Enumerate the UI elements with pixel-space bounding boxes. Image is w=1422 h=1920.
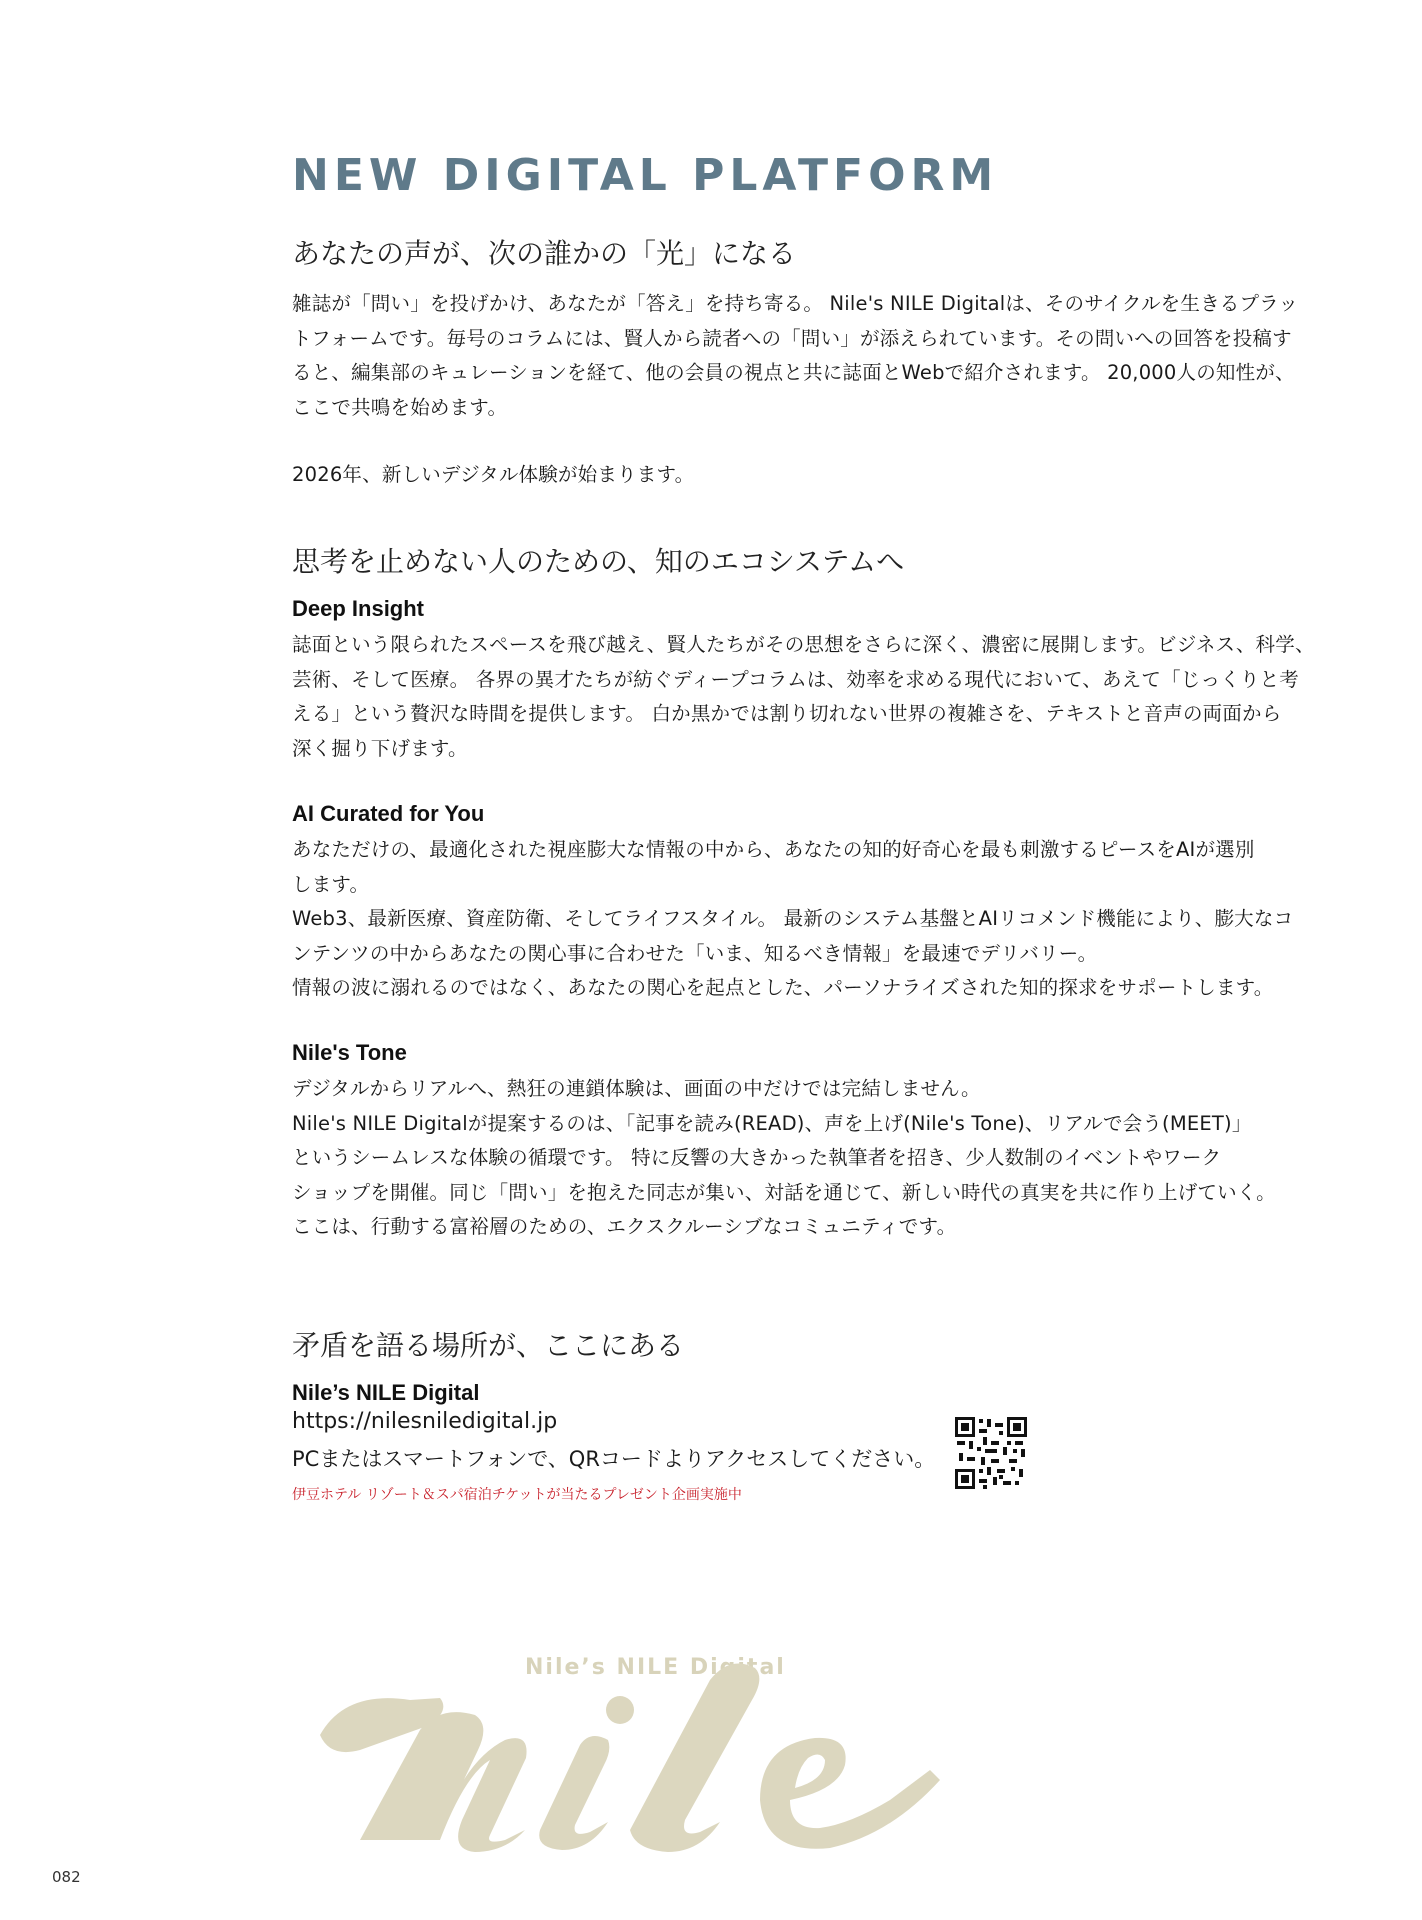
intro-line: ると、編集部のキュレーションを経て、他の会員の視点と共に誌面とWebで紹介されます。 20,000人の知性が、 [292,361,1295,384]
nile-logo [290,1640,970,1855]
promo-notice: 伊豆ホテル リゾート＆スパ宿泊チケットが当たるプレゼント企画実施中 [292,1487,742,1503]
deep-insight-line: 誌面という限られたスペースを飛び越え、賢人たちがその思想をさらに深く、濃密に展開します。ビジネス、科学、 [292,633,1315,656]
ai-curated-line: します。 [292,872,370,896]
niles-tone-line: デジタルからリアルへ、熱狂の連鎖体験は、画面の中だけでは完結しません。 [292,1077,981,1100]
intro-line: 雑誌が「問い」を投げかけ、あなたが「答え」を持ち寄る。 Nile's NILE Digitalは、そのサイクルを生きるプラッ [292,292,1299,315]
qr-code-icon[interactable] [955,1417,1027,1489]
deep-insight-body [292,628,1322,766]
intro-paragraph [292,287,1322,425]
ai-curated-line: あなただけの、最適化された視座膨大な情報の中から、あなたの知的好奇心を最も刺激するピースをAIが選別 [292,838,1255,861]
ecosystem-heading: 思考を止めない人のための、知のエコシステムへ [292,545,905,578]
deep-insight-line: 深く掘り下げます。 [292,736,468,760]
niles-tone-line: Nile's NILE Digitalが提案するのは、「記事を読み(READ)、声を上げ(Nile's Tone)、リアルで会う(MEET)」 [292,1111,1252,1135]
section-label-niles-tone: Nile's Tone [292,1040,407,1065]
launch-notice: 2026年、新しいデジタル体験が始まります。 [292,463,695,486]
page-title: NEW DIGITAL PLATFORM [292,150,999,201]
access-heading: 矛盾を語る場所が、ここにある [292,1329,685,1362]
niles-tone-line: ここは、行動する富裕層のための、エクスクルーシブなコミュニティです。 [292,1215,957,1238]
niles-tone-line: というシームレスな体験の循環です。 特に反響の大きかった執筆者を招き、少人数制のイベントやワーク [292,1146,1222,1169]
ai-curated-line: 情報の波に溺れるのではなく、あなたの関心を起点とした、パーソナライズされた知的探求をサポートします。 [292,976,1274,999]
section-label-deep-insight: Deep Insight [292,596,425,621]
site-name: Nile’s NILE Digital [292,1380,480,1405]
section-label-ai-curated: AI Curated for You [292,801,485,826]
ai-curated-line: Web3、最新医療、資産防衛、そしてライフスタイル。 最新のシステム基盤とAIリコメンド機能により、膨大なコ [292,907,1294,930]
page-number: 082 [52,1868,81,1886]
ai-curated-line: ンテンツの中からあなたの関心事に合わせた「いま、知るべき情報」を最速でデリバリー。 [292,941,1098,965]
intro-line: トフォームです。毎号のコラムには、賢人から読者への「問い」が添えられています。その問いへの回答を投稿す [292,326,1292,350]
deep-insight-line: 芸術、そして医療。 各界の異才たちが紡ぐディープコラムは、効率を求める現代において、あえて「じっくりと考 [292,667,1300,691]
deep-insight-line: える」という贅沢な時間を提供します。 白か黒かでは割り切れない世界の複雑さを、テキストと音声の両面から [292,702,1282,725]
svg-text:Nile’s NILE Digital: Nile’s NILE Digital [525,1655,786,1680]
site-url-link[interactable]: https://nilesniledigital.jp [292,1409,558,1434]
niles-tone-body [292,1072,1322,1245]
intro-heading: あなたの声が、次の誰かの「光」になる [292,237,797,270]
ai-curated-body [292,833,1322,1006]
access-instruction: PCまたはスマートフォンで、QRコードよりアクセスしてください。 [292,1447,936,1471]
intro-line: ここで共鳴を始めます。 [292,395,508,419]
niles-tone-line: ショップを開催。同じ「問い」を抱えた同志が集い、対話を通じて、新しい時代の真実を共に作り上げていく。 [292,1180,1276,1204]
